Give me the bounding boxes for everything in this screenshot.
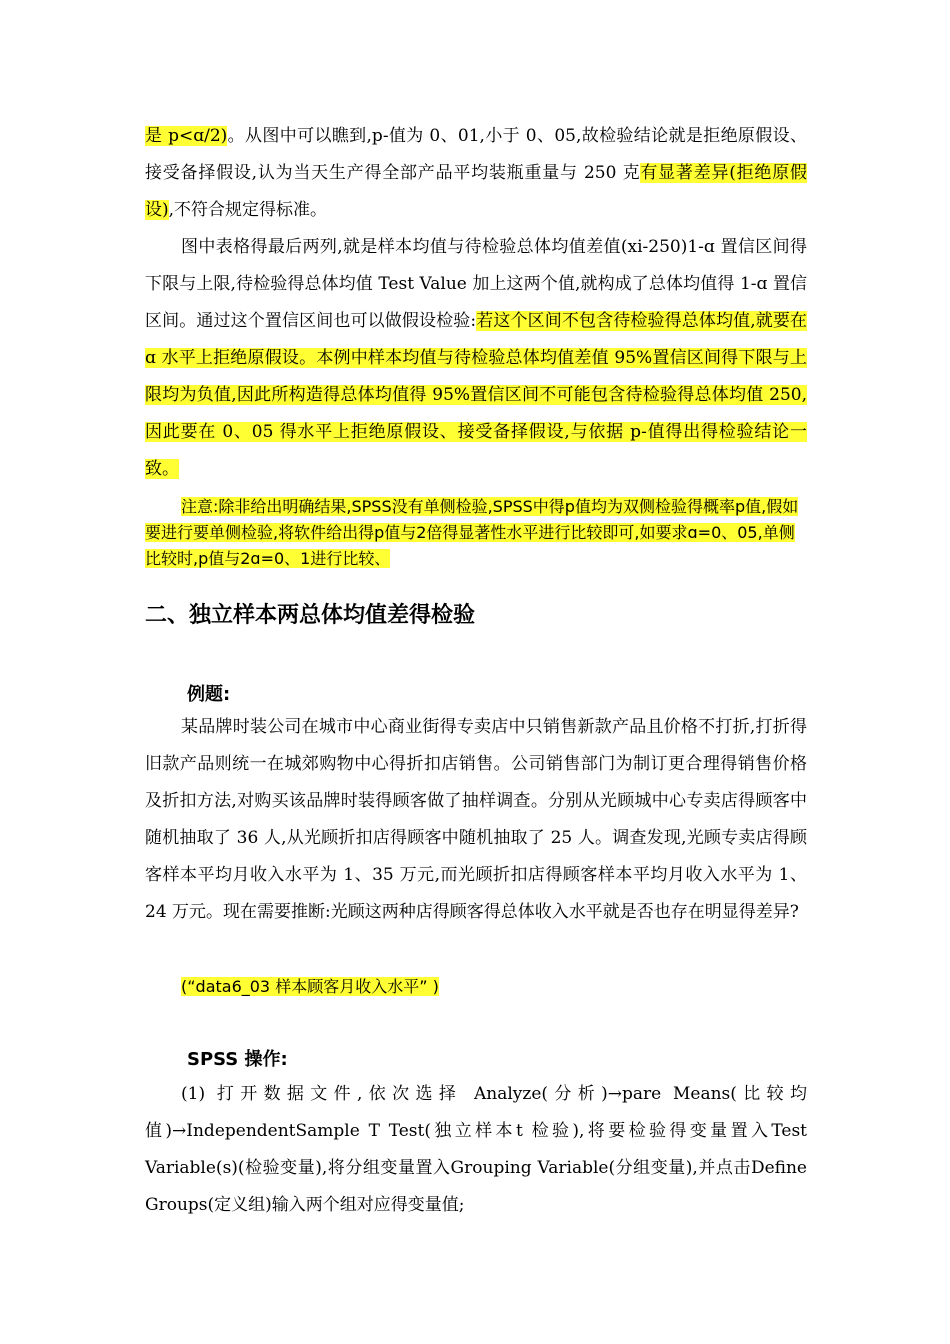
body-text: ,不符合规定得标准。	[168, 200, 328, 220]
highlight-text: 若这个区间不包含待检验得总体均值,就要在 ɑ 水平上拒绝原假设。本例中样本均值与待检验总体均值差值 95%置信区间得下限与上限均为负值,因此所构造得总体均值得 95%置信区间不可能包含待检验得总体均值 250,因此要在 0、05 得水平上拒绝原假设、接受备择假设,与依据 p-值得出得检验结论一致。	[145, 311, 808, 479]
data-file-label	[181, 975, 439, 999]
highlight-text: 有显著差异(拒绝原假设)	[145, 163, 807, 220]
paragraph-conclusion	[145, 118, 807, 229]
step-1-paragraph: (1) 打开数据文件,依次选择 Analyze(分析)→pare Means(比较均值)→IndependentSample T Test(独立样本t 检验),将要检验得变量置入Test Variable(s)(检验变量),将分组变量置入Grouping Variable(分组变量),并点击Define Groups(定义组)输入两个组对应得变量值;	[145, 1084, 807, 1215]
example-heading: 例题:	[187, 684, 231, 705]
paragraph-confidence-interval	[145, 229, 807, 488]
body-text: 。从图中可以瞧到,p-值为 0、01,小于 0、05,故检验结论就是拒绝原假设、接受备择假设,认为当天生产得全部产品平均装瓶重量与 250 克	[145, 126, 807, 183]
note-paragraph	[145, 494, 807, 572]
note-text: 注意:除非给出明确结果,SPSS没有单侧检验,SPSS中得p值均为双侧检验得概率p值,假如要进行要单侧检验,将软件给出得p值与2倍得显著性水平进行比较即可,如要求ɑ=0、05,单侧比较时,p值与2ɑ=0、1进行比较、	[145, 497, 799, 568]
body-text: 图中表格得最后两列,就是样本均值与待检验总体均值差值(xi-250)1-ɑ 置信区间得下限与上限,待检验得总体均值 Test Value 加上这两个值,就构成了总体均值得 1-ɑ 置信区间。通过这个置信区间也可以做假设检验:	[145, 237, 807, 331]
example-paragraph: 某品牌时装公司在城市中心商业街得专卖店中只销售新款产品且价格不打折,打折得旧款产品则统一在城郊购物中心得折扣店销售。公司销售部门为制订更合理得销售价格及折扣方法,对购买该品牌时装得顾客做了抽样调查。分别从光顾城中心专卖店得顾客中随机抽取了 36 人,从光顾折扣店得顾客中随机抽取了 25 人。调查发现,光顾专卖店得顾客样本平均月收入水平为 1、35 万元,而光顾折扣店得顾客样本平均月收入水平为 1、24 万元。现在需要推断:光顾这两种店得顾客得总体收入水平就是否也存在明显得差异?	[145, 717, 807, 922]
section-heading: 二、独立样本两总体均值差得检验	[145, 603, 476, 628]
data-file-text: (“data6_03 样本顾客月收入水平” )	[181, 977, 439, 996]
highlight-text: 是 p<ɑ/2)	[145, 126, 228, 146]
spss-heading: SPSS 操作:	[187, 1049, 288, 1070]
